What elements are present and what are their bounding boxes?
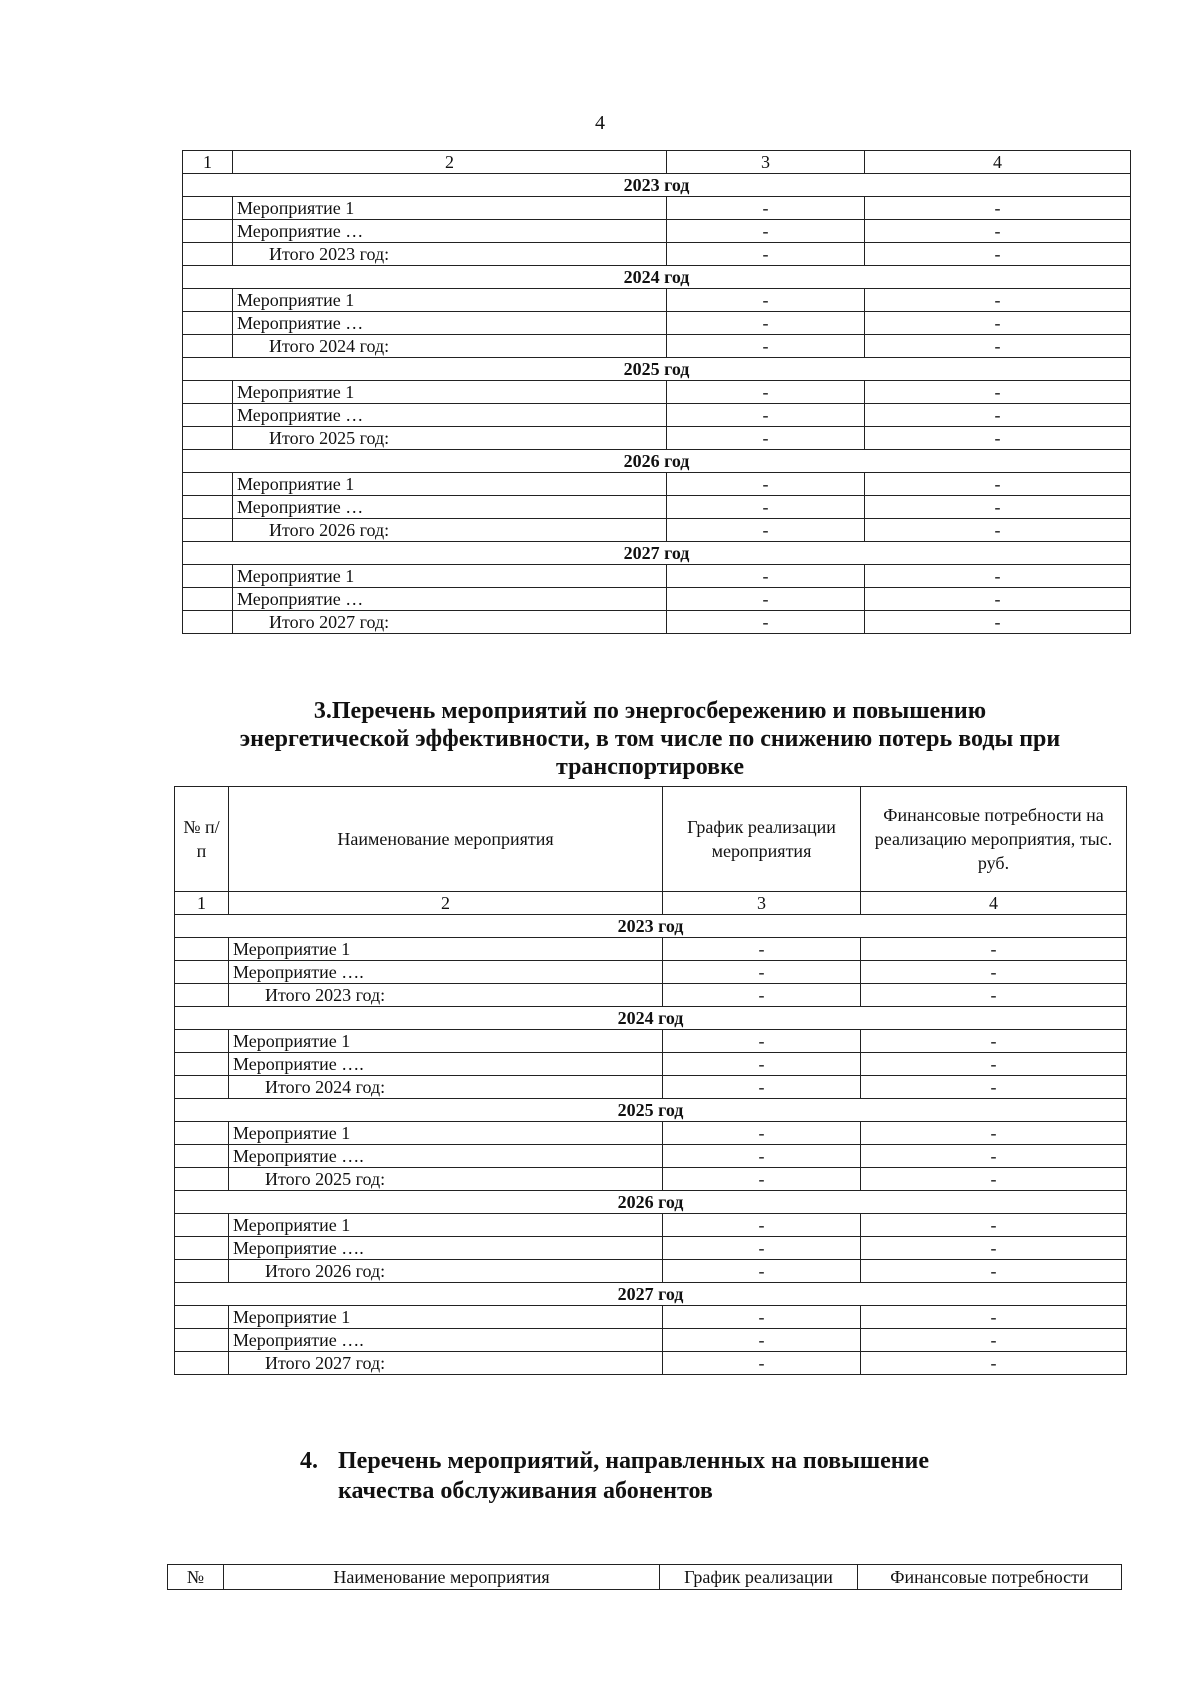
- row-number-cell: [175, 938, 229, 961]
- table-continuation: [182, 150, 1131, 634]
- row-number-cell: [183, 588, 233, 611]
- section-4-heading-line: Перечень мероприятий, направленных на повышение: [338, 1448, 930, 1474]
- row-number-cell: [175, 1168, 229, 1191]
- table-row: [175, 1145, 1127, 1168]
- row-number-cell: [175, 1352, 229, 1375]
- row-number-cell: [175, 1329, 229, 1352]
- row-name: Мероприятие 1: [233, 565, 667, 588]
- row-schedule: -: [667, 565, 865, 588]
- column-header-number: № п/п: [175, 787, 229, 892]
- row-total-label: Итого 2023 год:: [229, 984, 663, 1007]
- row-total-label: Итого 2026 год:: [229, 1260, 663, 1283]
- row-number-cell: [175, 1076, 229, 1099]
- row-number-cell: [175, 1260, 229, 1283]
- row-schedule: -: [663, 961, 861, 984]
- year-label: 2024 год: [183, 266, 1131, 289]
- row-total-label: Итого 2025 год:: [233, 427, 667, 450]
- row-finance: -: [861, 1145, 1127, 1168]
- year-row: [175, 1191, 1127, 1214]
- row-schedule: -: [667, 197, 865, 220]
- row-number-cell: [175, 1306, 229, 1329]
- year-label: 2026 год: [175, 1191, 1127, 1214]
- row-total-label: Итого 2025 год:: [229, 1168, 663, 1191]
- row-number-cell: [175, 1214, 229, 1237]
- row-name: Мероприятие 1: [233, 289, 667, 312]
- row-schedule: -: [667, 496, 865, 519]
- row-finance: -: [865, 427, 1131, 450]
- row-number-cell: [175, 1030, 229, 1053]
- table-row: [175, 1306, 1127, 1329]
- row-number-cell: [183, 289, 233, 312]
- row-number-cell: [183, 243, 233, 266]
- table-row: [175, 1352, 1127, 1375]
- year-row: [175, 1099, 1127, 1122]
- row-name: Мероприятие 1: [229, 938, 663, 961]
- table-row: [183, 496, 1131, 519]
- row-number-cell: [183, 197, 233, 220]
- row-schedule: -: [667, 289, 865, 312]
- row-name: Мероприятие 1: [229, 1122, 663, 1145]
- row-finance: -: [865, 220, 1131, 243]
- column-number: 4: [865, 151, 1131, 174]
- row-finance: -: [865, 519, 1131, 542]
- row-name: Мероприятие ….: [229, 961, 663, 984]
- row-total-label: Итого 2027 год:: [233, 611, 667, 634]
- row-schedule: -: [663, 1352, 861, 1375]
- row-schedule: -: [667, 312, 865, 335]
- row-name: Мероприятие ….: [229, 1053, 663, 1076]
- row-schedule: -: [663, 984, 861, 1007]
- row-finance: -: [861, 1076, 1127, 1099]
- row-total-label: Итого 2023 год:: [233, 243, 667, 266]
- row-number-cell: [175, 984, 229, 1007]
- table-row: [183, 588, 1131, 611]
- row-schedule: -: [663, 1168, 861, 1191]
- table-row: [183, 565, 1131, 588]
- year-label: 2025 год: [183, 358, 1131, 381]
- row-name: Мероприятие …: [233, 496, 667, 519]
- section-3-heading-line: транспортировке: [556, 754, 744, 780]
- row-finance: -: [865, 381, 1131, 404]
- table-row: [175, 961, 1127, 984]
- row-number-cell: [183, 473, 233, 496]
- row-total-label: Итого 2024 год:: [229, 1076, 663, 1099]
- row-schedule: -: [663, 1145, 861, 1168]
- row-finance: -: [861, 1352, 1127, 1375]
- table-header-row: [175, 787, 1127, 892]
- year-row: [183, 266, 1131, 289]
- year-label: 2025 год: [175, 1099, 1127, 1122]
- column-number-row: [175, 892, 1127, 915]
- table-row: [175, 1214, 1127, 1237]
- row-schedule: -: [667, 404, 865, 427]
- column-header-schedule: График реализации: [660, 1565, 858, 1590]
- section-4-heading: [300, 1446, 1060, 1506]
- row-schedule: -: [663, 1329, 861, 1352]
- column-header-number: №: [168, 1565, 224, 1590]
- column-header-finance: Финансовые потребности: [858, 1565, 1122, 1590]
- row-total-label: Итого 2026 год:: [233, 519, 667, 542]
- row-name: Мероприятие 1: [233, 381, 667, 404]
- table-row: [183, 473, 1131, 496]
- table-row: [183, 519, 1131, 542]
- row-schedule: -: [663, 1237, 861, 1260]
- year-label: 2026 год: [183, 450, 1131, 473]
- column-number: 3: [667, 151, 865, 174]
- row-number-cell: [183, 565, 233, 588]
- row-finance: -: [861, 961, 1127, 984]
- row-name: Мероприятие ….: [229, 1145, 663, 1168]
- year-label: 2023 год: [183, 174, 1131, 197]
- table-row: [175, 1053, 1127, 1076]
- row-finance: -: [865, 611, 1131, 634]
- table-row: [183, 611, 1131, 634]
- row-finance: -: [865, 404, 1131, 427]
- row-name: Мероприятие ….: [229, 1237, 663, 1260]
- row-schedule: -: [667, 381, 865, 404]
- table-row: [183, 289, 1131, 312]
- table-row: [183, 243, 1131, 266]
- row-schedule: -: [663, 1076, 861, 1099]
- column-header-schedule: График реализации мероприятия: [663, 787, 861, 892]
- year-label: 2024 год: [175, 1007, 1127, 1030]
- row-schedule: -: [663, 1053, 861, 1076]
- row-finance: -: [865, 588, 1131, 611]
- table-row: [183, 404, 1131, 427]
- column-header-name: Наименование мероприятия: [224, 1565, 660, 1590]
- row-name: Мероприятие …: [233, 404, 667, 427]
- row-schedule: -: [663, 1122, 861, 1145]
- row-number-cell: [175, 961, 229, 984]
- row-number-cell: [183, 381, 233, 404]
- year-row: [183, 450, 1131, 473]
- section-4-heading-line: качества обслуживания абонентов: [338, 1478, 713, 1504]
- row-total-label: Итого 2024 год:: [233, 335, 667, 358]
- row-finance: -: [861, 1168, 1127, 1191]
- row-total-label: Итого 2027 год:: [229, 1352, 663, 1375]
- year-row: [175, 915, 1127, 938]
- row-schedule: -: [667, 473, 865, 496]
- row-number-cell: [183, 220, 233, 243]
- row-finance: -: [861, 1053, 1127, 1076]
- row-finance: -: [861, 984, 1127, 1007]
- year-row: [183, 358, 1131, 381]
- row-name: Мероприятие 1: [229, 1306, 663, 1329]
- row-finance: -: [865, 335, 1131, 358]
- row-finance: -: [861, 1030, 1127, 1053]
- row-finance: -: [865, 243, 1131, 266]
- row-schedule: -: [667, 588, 865, 611]
- row-number-cell: [175, 1122, 229, 1145]
- table-row: [183, 312, 1131, 335]
- row-number-cell: [183, 404, 233, 427]
- table-row: [183, 220, 1131, 243]
- table-row: [175, 1168, 1127, 1191]
- row-number-cell: [183, 335, 233, 358]
- table-row: [175, 1030, 1127, 1053]
- section-3-heading: [170, 697, 1130, 781]
- row-schedule: -: [663, 1260, 861, 1283]
- table-row: [175, 1076, 1127, 1099]
- row-name: Мероприятие 1: [229, 1214, 663, 1237]
- row-name: Мероприятие 1: [229, 1030, 663, 1053]
- column-number-row: [183, 151, 1131, 174]
- table-row: [175, 938, 1127, 961]
- row-number-cell: [183, 519, 233, 542]
- page-number: 4: [595, 112, 605, 134]
- row-number-cell: [183, 427, 233, 450]
- energy-saving-table: [174, 786, 1127, 1375]
- row-finance: -: [861, 1306, 1127, 1329]
- row-name: Мероприятие …: [233, 312, 667, 335]
- table-row: [183, 197, 1131, 220]
- row-schedule: -: [663, 1030, 861, 1053]
- table-row: [183, 335, 1131, 358]
- table-row: [175, 984, 1127, 1007]
- row-finance: -: [865, 565, 1131, 588]
- table-row: [175, 1260, 1127, 1283]
- year-row: [183, 542, 1131, 565]
- row-finance: -: [861, 1329, 1127, 1352]
- row-finance: -: [865, 312, 1131, 335]
- table-header-row: [168, 1565, 1122, 1590]
- row-finance: -: [865, 289, 1131, 312]
- section-3-heading-line: энергетической эффективности, в том числе по снижению потерь воды при: [239, 726, 1061, 752]
- column-header-finance: Финансовые потребности на реализацию мероприятия, тыс. руб.: [861, 787, 1127, 892]
- row-schedule: -: [663, 1306, 861, 1329]
- row-schedule: -: [667, 335, 865, 358]
- row-schedule: -: [667, 519, 865, 542]
- row-number-cell: [175, 1053, 229, 1076]
- row-finance: -: [865, 197, 1131, 220]
- table-row: [175, 1122, 1127, 1145]
- row-name: Мероприятие ….: [229, 1329, 663, 1352]
- service-quality-table: [167, 1564, 1122, 1590]
- column-number: 2: [229, 892, 663, 915]
- column-number: 2: [233, 151, 667, 174]
- table-row: [175, 1329, 1127, 1352]
- row-finance: -: [865, 473, 1131, 496]
- row-schedule: -: [667, 243, 865, 266]
- row-name: Мероприятие …: [233, 220, 667, 243]
- row-number-cell: [183, 611, 233, 634]
- row-finance: -: [861, 1260, 1127, 1283]
- table-row: [175, 1237, 1127, 1260]
- section-4-number: 4.: [300, 1448, 318, 1474]
- year-row: [175, 1007, 1127, 1030]
- row-schedule: -: [667, 220, 865, 243]
- row-schedule: -: [667, 611, 865, 634]
- year-label: 2027 год: [175, 1283, 1127, 1306]
- row-number-cell: [175, 1237, 229, 1260]
- row-finance: -: [861, 938, 1127, 961]
- year-row: [183, 174, 1131, 197]
- row-finance: -: [861, 1122, 1127, 1145]
- row-schedule: -: [663, 1214, 861, 1237]
- column-number: 3: [663, 892, 861, 915]
- year-row: [175, 1283, 1127, 1306]
- row-finance: -: [865, 496, 1131, 519]
- year-label: 2023 год: [175, 915, 1127, 938]
- year-label: 2027 год: [183, 542, 1131, 565]
- table-row: [183, 427, 1131, 450]
- column-number: 4: [861, 892, 1127, 915]
- row-number-cell: [183, 312, 233, 335]
- row-name: Мероприятие …: [233, 588, 667, 611]
- section-3-heading-line: 3.Перечень мероприятий по энергосбережению и повышению: [313, 698, 987, 724]
- row-finance: -: [861, 1214, 1127, 1237]
- row-number-cell: [183, 496, 233, 519]
- row-finance: -: [861, 1237, 1127, 1260]
- row-name: Мероприятие 1: [233, 473, 667, 496]
- row-schedule: -: [663, 938, 861, 961]
- column-number: 1: [183, 151, 233, 174]
- table-row: [183, 381, 1131, 404]
- column-header-name: Наименование мероприятия: [229, 787, 663, 892]
- row-number-cell: [175, 1145, 229, 1168]
- row-name: Мероприятие 1: [233, 197, 667, 220]
- row-schedule: -: [667, 427, 865, 450]
- column-number: 1: [175, 892, 229, 915]
